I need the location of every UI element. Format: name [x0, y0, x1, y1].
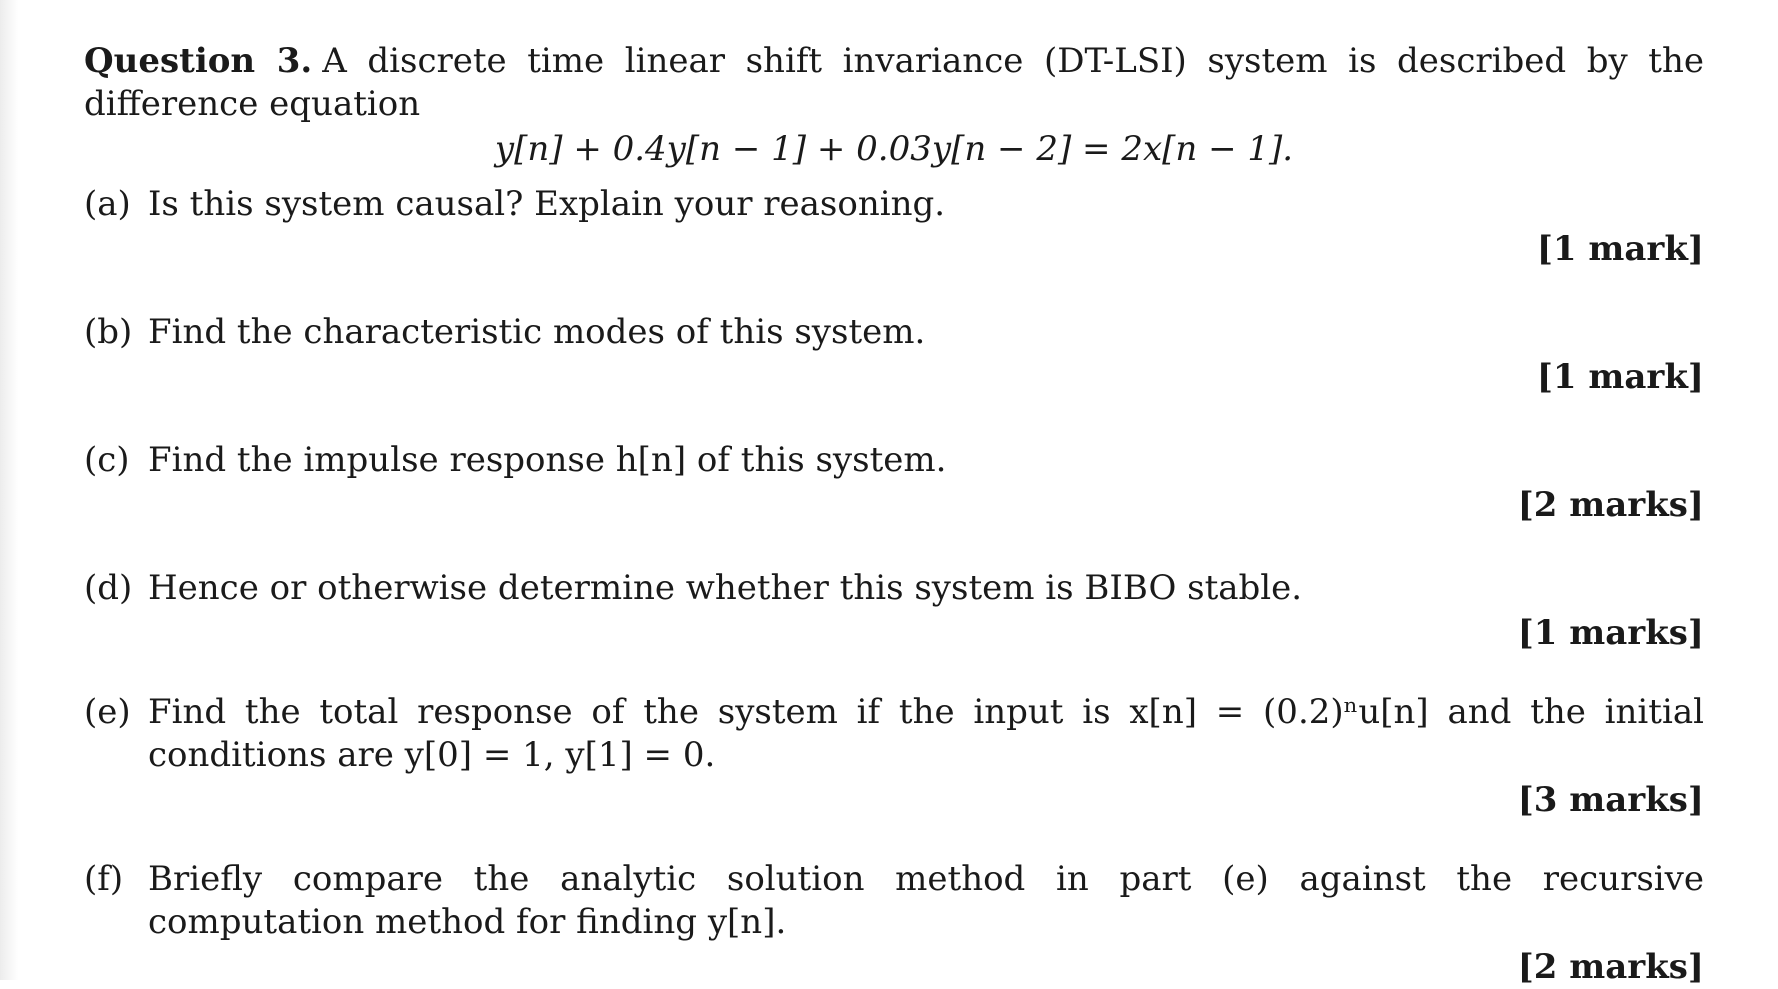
spacer — [84, 271, 1704, 311]
part-a — [84, 183, 1704, 226]
part-f-marks: [2 marks] — [1517, 947, 1704, 987]
part-d-marks: [1 marks] — [1517, 613, 1704, 653]
part-a-label: (a) — [84, 184, 131, 224]
part-b-text: Find the characteristic modes of this system. — [148, 312, 926, 352]
part-d-text: Hence or otherwise determine whether this system is BIBO stable. — [148, 568, 1303, 608]
part-a-marks: [1 mark] — [1536, 229, 1704, 269]
part-c — [84, 439, 1704, 482]
part-c-text: Find the impulse response h[n] of this system. — [148, 440, 947, 480]
part-f-label: (f) — [84, 859, 124, 899]
part-b-label: (b) — [84, 312, 133, 352]
question-label: Question 3. — [84, 41, 313, 81]
question-document — [84, 40, 1704, 989]
spacer — [84, 822, 1704, 858]
difference-equation: y[n] + 0.4y[n − 1] + 0.03y[n − 2] = 2x[n − 1]. — [494, 129, 1294, 169]
part-e-label: (e) — [84, 692, 131, 732]
part-c-marks: [2 marks] — [1517, 485, 1704, 525]
part-a-text: Is this system causal? Explain your reasoning. — [148, 184, 946, 224]
part-f-text: Briefly compare the analytic solution method in part (e) against the recursive computation method for finding y[n]. — [148, 859, 1704, 942]
part-e — [84, 691, 1704, 777]
question-intro-text: A discrete time linear shift invariance (DT-LSI) system is described by the difference equation — [84, 41, 1704, 124]
part-d-label: (d) — [84, 568, 133, 608]
question-intro — [84, 40, 1704, 126]
part-e-text: Find the total response of the system if the input is x[n] = (0.2)ⁿu[n] and the initial conditions are y[0] = 1, y[1] = 0. — [148, 692, 1704, 775]
part-d — [84, 567, 1704, 610]
page-edge-shadow — [0, 0, 18, 980]
spacer — [84, 399, 1704, 439]
part-e-marks: [3 marks] — [1517, 780, 1704, 820]
spacer — [84, 527, 1704, 567]
spacer — [84, 655, 1704, 691]
part-b-marks: [1 mark] — [1536, 357, 1704, 397]
part-f — [84, 858, 1704, 944]
part-c-label: (c) — [84, 440, 130, 480]
part-b — [84, 311, 1704, 354]
